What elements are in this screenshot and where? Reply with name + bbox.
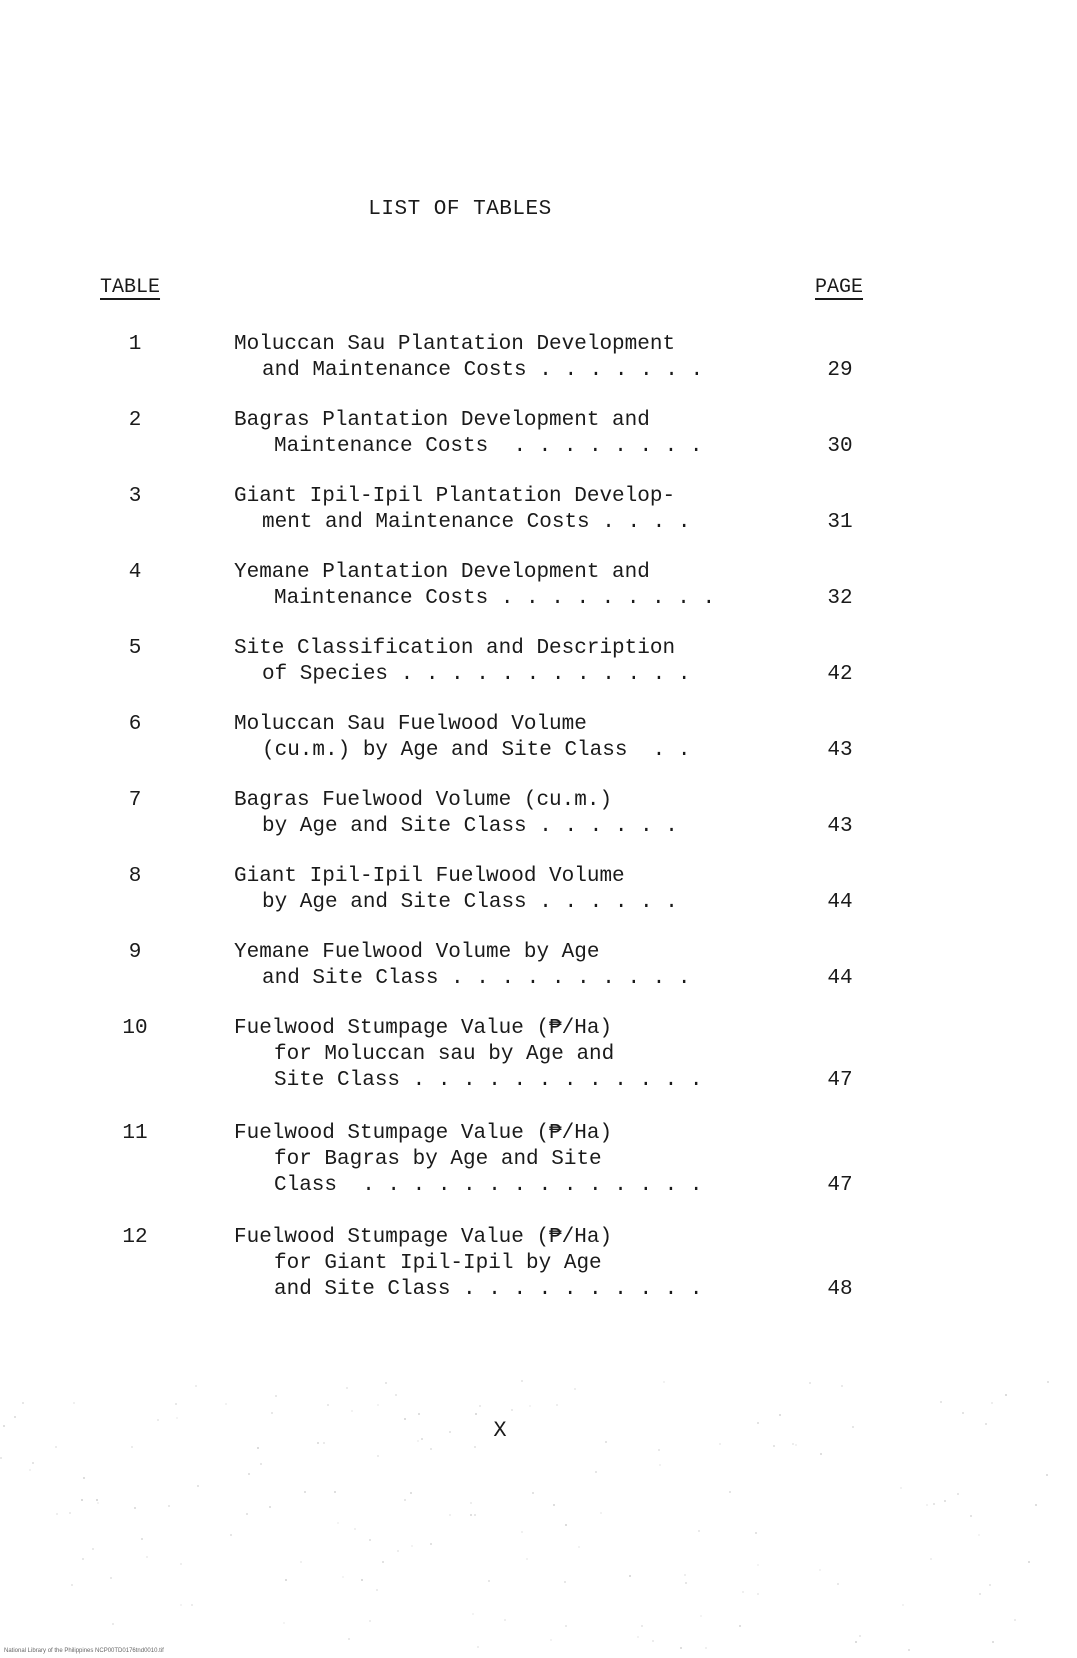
scan-speck	[417, 1440, 419, 1442]
table-title-line: (cu.m.) by Age and Site Class . .	[262, 739, 691, 762]
table-title-line: Site Classification and Description	[234, 637, 676, 660]
scan-speck	[779, 1414, 781, 1416]
table-title	[234, 1016, 794, 1094]
scan-speck	[773, 1445, 775, 1447]
table-title-line: by Age and Site Class . . . . . .	[262, 891, 678, 914]
scan-speck	[859, 1635, 861, 1637]
scan-speck	[574, 1388, 576, 1390]
scan-speck	[334, 1491, 336, 1493]
scan-speck	[225, 1403, 227, 1405]
table-title	[234, 712, 794, 764]
scan-speck	[3, 1425, 5, 1427]
scan-speck	[795, 1444, 797, 1446]
column-header-page: PAGE	[815, 276, 864, 299]
table-title	[234, 408, 794, 460]
scan-speck	[757, 1593, 759, 1595]
scan-speck	[1035, 1504, 1037, 1506]
scan-speck	[739, 1625, 741, 1627]
scan-speck	[908, 1649, 910, 1651]
scan-speck	[504, 1619, 506, 1621]
scan-speck	[652, 1640, 654, 1642]
scan-speck	[92, 1548, 94, 1550]
table-title-line: ment and Maintenance Costs . . . .	[262, 511, 691, 534]
table-number: 12	[122, 1226, 148, 1249]
scan-speck	[29, 1469, 31, 1471]
scan-speck	[470, 1502, 472, 1504]
table-page-number: 44	[827, 967, 853, 990]
scan-speck	[15, 1650, 17, 1652]
scan-speck	[141, 1538, 143, 1540]
table-title	[234, 560, 794, 612]
scan-speck	[56, 1513, 58, 1515]
table-number: 11	[122, 1122, 148, 1145]
scan-speck	[180, 1604, 182, 1606]
scan-speck	[14, 1416, 16, 1418]
table-number: 10	[122, 1017, 148, 1040]
table-title-line: Moluccan Sau Fuelwood Volume	[234, 713, 587, 736]
scan-speck	[55, 1446, 57, 1448]
scan-speck	[564, 1581, 566, 1583]
scan-speck	[550, 1639, 552, 1641]
scan-speck	[705, 1647, 707, 1649]
scan-speck	[397, 1550, 399, 1552]
scan-speck	[600, 1512, 602, 1514]
table-number: 2	[128, 409, 142, 432]
scan-speck	[376, 1589, 378, 1591]
scan-speck	[410, 1492, 412, 1494]
scan-speck	[430, 1543, 432, 1545]
scan-speck	[991, 1402, 993, 1404]
table-title-line: Fuelwood Stumpage Value (₱/Ha)	[234, 1122, 613, 1145]
scan-speck	[521, 1531, 523, 1533]
scan-speck	[933, 1503, 935, 1505]
scan-speck	[757, 1564, 759, 1566]
table-page-number: 43	[827, 739, 853, 762]
table-title-line: Moluccan Sau Plantation Development	[234, 333, 676, 356]
scan-speck	[855, 1641, 857, 1643]
scan-speck	[246, 1513, 248, 1515]
scan-speck	[69, 1512, 71, 1514]
table-number: 7	[128, 789, 142, 812]
scan-speck	[257, 1447, 259, 1449]
scan-speck	[989, 1584, 991, 1586]
scan-speck	[275, 1395, 277, 1397]
scan-speck	[361, 1579, 363, 1581]
scan-speck	[248, 1473, 250, 1475]
scan-speck	[342, 1576, 344, 1578]
scan-speck	[729, 1491, 731, 1493]
table-title	[234, 636, 794, 688]
scan-speck	[73, 1402, 75, 1404]
table-page-number: 47	[827, 1174, 853, 1197]
table-page-number: 43	[827, 815, 853, 838]
scan-speck	[792, 1443, 794, 1445]
scan-speck	[71, 1584, 73, 1586]
table-number: 6	[128, 713, 142, 736]
scan-speck	[658, 1449, 660, 1451]
scan-speck	[32, 1462, 34, 1464]
scan-speck	[698, 1530, 700, 1532]
table-title-line: of Species . . . . . . . . . . . .	[262, 663, 691, 686]
column-header-table: TABLE	[100, 276, 161, 299]
scan-speck	[195, 1385, 197, 1387]
scan-speck	[230, 1534, 232, 1536]
table-title-line: and Site Class . . . . . . . . . .	[274, 1278, 703, 1301]
scan-speck	[477, 1646, 479, 1648]
table-page-number: 42	[827, 663, 853, 686]
scan-speck	[0, 1457, 2, 1459]
scan-speck	[470, 1514, 472, 1516]
table-title	[234, 788, 794, 840]
scan-speck	[112, 1623, 114, 1625]
scan-speck	[685, 1582, 687, 1584]
scan-speck	[369, 1620, 371, 1622]
scan-speck	[820, 1453, 822, 1455]
scan-footer-note: National Library of the Philippines NCP00TD0176tnd0010.tif	[4, 1648, 164, 1654]
scan-speck	[283, 1622, 285, 1624]
scan-speck	[944, 1500, 946, 1502]
scan-speck	[565, 1625, 567, 1627]
scan-speck	[404, 1499, 406, 1501]
scan-speck	[578, 1546, 580, 1548]
table-title-line: Class . . . . . . . . . . . . . .	[274, 1174, 703, 1197]
scan-speck	[134, 1507, 136, 1509]
scan-speck	[970, 1515, 972, 1517]
scan-speck	[605, 1441, 607, 1443]
scan-speck	[474, 1514, 476, 1516]
table-title-line: and Maintenance Costs . . . . . . .	[262, 359, 704, 382]
table-title-line: Giant Ipil-Ipil Plantation Develop-	[234, 485, 676, 508]
table-number: 4	[128, 561, 142, 584]
scan-speck	[97, 1502, 99, 1504]
page-title: LIST OF TABLES	[368, 198, 552, 221]
table-title	[234, 1225, 794, 1303]
scan-speck	[180, 1563, 182, 1565]
scan-speck	[131, 1446, 133, 1448]
scan-speck	[474, 1446, 476, 1448]
scan-speck	[962, 1412, 964, 1414]
table-title-line: Fuelwood Stumpage Value (₱/Ha)	[234, 1226, 613, 1249]
scan-speck	[979, 1593, 981, 1595]
scan-speck	[819, 1569, 821, 1571]
table-number: 9	[128, 941, 142, 964]
scan-speck	[755, 1532, 757, 1534]
table-number: 8	[128, 865, 142, 888]
scan-speck	[168, 1505, 170, 1507]
scan-speck	[641, 1625, 643, 1627]
scan-speck	[82, 1558, 84, 1560]
scan-speck	[521, 1380, 523, 1382]
scan-speck	[348, 1638, 350, 1640]
scan-speck	[556, 1404, 558, 1406]
scan-speck	[269, 1506, 271, 1508]
scan-speck	[532, 1492, 534, 1494]
scan-speck	[900, 1487, 902, 1489]
table-number: 5	[128, 637, 142, 660]
scan-speck	[175, 1403, 177, 1405]
scan-speck	[837, 1583, 839, 1585]
page-number: X	[493, 1418, 507, 1443]
scan-speck	[449, 1514, 451, 1516]
scan-speck	[479, 1405, 481, 1407]
table-title-line: Fuelwood Stumpage Value (₱/Ha)	[234, 1017, 613, 1040]
scan-speck	[191, 1604, 193, 1606]
scan-speck	[430, 1448, 432, 1450]
table-page-number: 32	[827, 587, 853, 610]
scan-speck	[680, 1647, 682, 1649]
table-number: 3	[128, 485, 142, 508]
scan-speck	[529, 1405, 531, 1407]
scan-speck	[354, 1528, 356, 1530]
scan-speck	[351, 1410, 353, 1412]
table-title-line: Site Class . . . . . . . . . . . .	[274, 1069, 703, 1092]
table-page-number: 29	[827, 359, 853, 382]
scan-speck	[957, 1493, 959, 1495]
table-title	[234, 1121, 794, 1199]
scan-speck	[110, 1577, 112, 1579]
table-title-line: for Moluccan sau by Age and	[274, 1043, 615, 1066]
scan-speck	[1046, 1474, 1048, 1476]
scan-speck	[337, 1522, 339, 1524]
scan-speck	[595, 1471, 597, 1473]
table-page-number: 30	[827, 435, 853, 458]
scan-speck	[377, 1455, 379, 1457]
scan-speck	[271, 1412, 273, 1414]
table-title-line: Giant Ipil-Ipil Fuelwood Volume	[234, 865, 625, 888]
scan-speck	[659, 1464, 661, 1466]
scan-speck	[700, 1615, 702, 1617]
scan-speck	[327, 1404, 329, 1406]
table-page-number: 44	[827, 891, 853, 914]
scan-speck	[488, 1580, 490, 1582]
scan-speck	[719, 1443, 721, 1445]
scan-speck	[369, 1539, 371, 1541]
scan-speck	[629, 1575, 631, 1577]
scan-speck	[637, 1636, 639, 1638]
scan-speck	[1005, 1394, 1007, 1396]
table-title	[234, 940, 794, 992]
scan-speck	[346, 1387, 348, 1389]
scan-speck	[511, 1409, 513, 1411]
scan-speck	[565, 1524, 567, 1526]
scan-speck	[472, 1613, 474, 1615]
table-title	[234, 484, 794, 536]
scan-speck	[176, 1417, 178, 1419]
scan-speck	[978, 1534, 980, 1536]
scan-speck	[757, 1422, 759, 1424]
scan-speck	[663, 1381, 665, 1383]
table-title-line: for Bagras by Age and Site	[274, 1148, 602, 1171]
scan-speck	[377, 1404, 379, 1406]
scan-speck	[418, 1413, 420, 1415]
scan-speck	[304, 1491, 306, 1493]
scan-speck	[1014, 1619, 1016, 1621]
scan-speck	[1047, 1381, 1049, 1383]
scan-speck	[197, 1485, 199, 1487]
table-title-line: and Site Class . . . . . . . . . .	[262, 967, 691, 990]
scan-speck	[475, 1413, 477, 1415]
table-title-line: Maintenance Costs . . . . . . . .	[274, 435, 703, 458]
scan-speck	[300, 1561, 302, 1563]
table-page-number: 31	[827, 511, 853, 534]
scan-speck	[852, 1426, 854, 1428]
scan-speck	[926, 1504, 928, 1506]
scan-speck	[526, 1558, 528, 1560]
scan-speck	[1028, 1561, 1030, 1563]
scan-speck	[553, 1504, 555, 1506]
scan-speck	[395, 1394, 397, 1396]
scan-speck	[317, 1442, 319, 1444]
scan-speck	[742, 1591, 744, 1593]
scan-speck	[81, 1499, 83, 1501]
scan-speck	[285, 1579, 287, 1581]
scan-speck	[157, 1419, 159, 1421]
table-title	[234, 864, 794, 916]
scan-speck	[22, 1402, 24, 1404]
scan-speck	[323, 1442, 325, 1444]
scan-speck	[930, 1558, 932, 1560]
table-page-number: 48	[827, 1278, 853, 1301]
scan-speck	[421, 1438, 423, 1440]
scan-speck	[96, 1499, 98, 1501]
scan-speck	[382, 1561, 384, 1563]
table-title-line: Yemane Plantation Development and	[234, 561, 650, 584]
table-title-line: Bagras Plantation Development and	[234, 409, 650, 432]
scan-speck	[684, 1574, 686, 1576]
scan-speck	[260, 1463, 262, 1465]
table-title-line: Maintenance Costs . . . . . . . . .	[274, 587, 716, 610]
scan-speck	[411, 1545, 413, 1547]
scan-speck	[404, 1418, 406, 1420]
scan-speck	[841, 1385, 843, 1387]
scan-speck	[985, 1423, 987, 1425]
scan-speck	[385, 1382, 387, 1384]
scan-speck	[902, 1604, 904, 1606]
scan-speck	[992, 1641, 994, 1643]
table-title-line: Bagras Fuelwood Volume (cu.m.)	[234, 789, 613, 812]
table-title	[234, 332, 794, 384]
table-title-line: for Giant Ipil-Ipil by Age	[274, 1252, 602, 1275]
table-number: 1	[128, 333, 142, 356]
scan-speck	[809, 1382, 811, 1384]
scan-speck	[83, 1477, 85, 1479]
table-page-number: 47	[827, 1069, 853, 1092]
table-title-line: Yemane Fuelwood Volume by Age	[234, 941, 600, 964]
table-title-line: by Age and Site Class . . . . . .	[262, 815, 678, 838]
scan-speck	[449, 1431, 451, 1433]
scan-speck	[146, 1556, 148, 1558]
scan-speck	[940, 1401, 942, 1403]
